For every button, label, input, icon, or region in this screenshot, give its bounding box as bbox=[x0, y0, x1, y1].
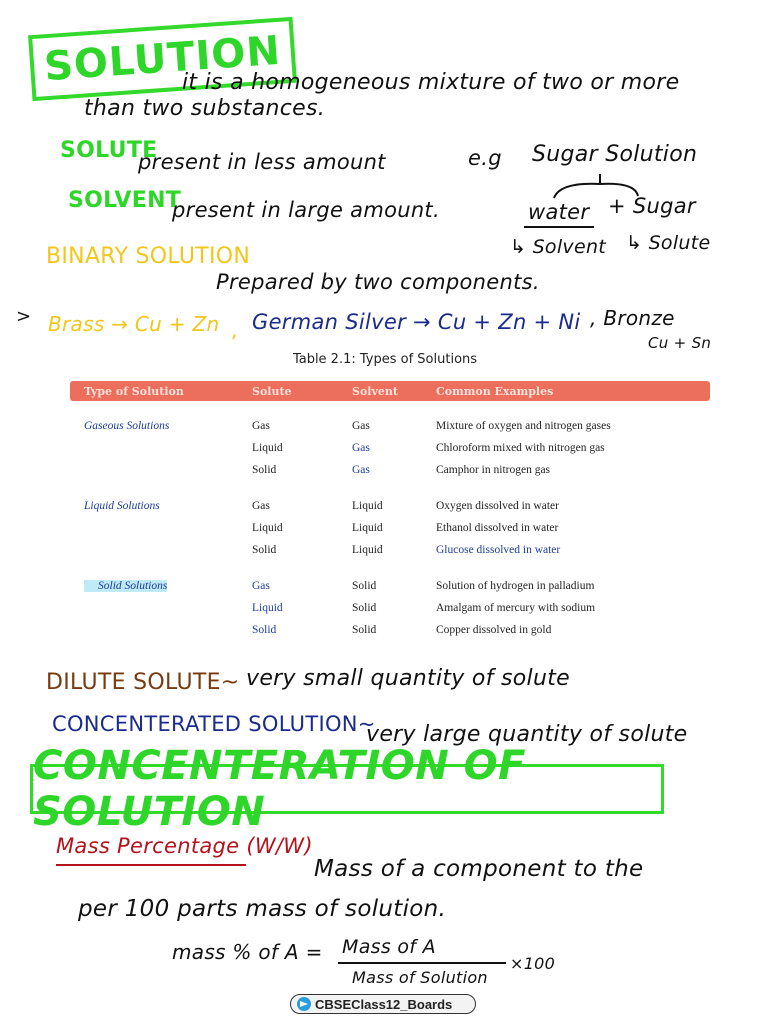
cell-solvent: Gas bbox=[352, 464, 370, 476]
mass-percentage-definition-2: per 100 parts mass of solution. bbox=[78, 896, 447, 922]
comma-mark: , bbox=[232, 318, 239, 342]
header-solute: Solute bbox=[252, 384, 292, 398]
table-caption: Table 2.1: Types of Solutions bbox=[292, 352, 478, 367]
cell-solvent: Liquid bbox=[352, 544, 383, 556]
cell-solute: Gas bbox=[252, 580, 270, 592]
watermark-text: CBSEClass12_Boards bbox=[315, 996, 453, 1012]
concentration-heading: CONCENTERATION OF SOLUTION bbox=[30, 764, 664, 814]
cell-example: Amalgam of mercury with sodium bbox=[436, 602, 596, 614]
channel-watermark bbox=[290, 994, 476, 1014]
cell-solvent: Liquid bbox=[352, 500, 383, 512]
cell-solute: Liquid bbox=[252, 602, 283, 614]
solvent-definition: present in large amount. bbox=[172, 198, 440, 222]
brass-example: Brass → Cu + Zn bbox=[48, 312, 220, 336]
solution-definition-line-2: than two substances. bbox=[84, 96, 326, 121]
cell-solute: Gas bbox=[252, 420, 270, 432]
solution-heading: SOLUTION bbox=[28, 17, 297, 101]
binary-solution-definition: Prepared by two components. bbox=[216, 270, 540, 294]
group-type: Solid Solutions bbox=[70, 580, 238, 592]
cell-solvent: Gas bbox=[352, 442, 370, 454]
cell-example: Glucose dissolved in water bbox=[436, 544, 561, 556]
mass-percentage-label: Mass Percentage (W/W) bbox=[56, 834, 313, 858]
table-row bbox=[70, 575, 710, 597]
concentrated-solution-definition: very large quantity of solute bbox=[366, 722, 688, 747]
cell-solvent: Solid bbox=[352, 624, 377, 636]
telegram-icon bbox=[297, 997, 311, 1011]
table-group-liquid bbox=[70, 495, 710, 561]
mass-percentage-definition-1: Mass of a component to the bbox=[314, 856, 644, 882]
cell-solvent: Solid bbox=[352, 602, 377, 614]
types-of-solutions-table bbox=[70, 352, 710, 641]
formula-denominator: Mass of Solution bbox=[352, 968, 488, 987]
table-group-solid bbox=[70, 575, 710, 641]
cell-solute: Liquid bbox=[252, 442, 283, 454]
cell-example: Oxygen dissolved in water bbox=[436, 500, 559, 512]
table-row bbox=[70, 619, 710, 641]
solution-definition-line-1: it is a homogeneous mixture of two or more bbox=[182, 70, 680, 95]
bronze-composition: Cu + Sn bbox=[648, 334, 712, 352]
table-row bbox=[70, 459, 710, 481]
binary-solution-label: BINARY SOLUTION bbox=[46, 244, 251, 269]
cell-example: Chloroform mixed with nitrogen gas bbox=[436, 442, 605, 454]
table-row bbox=[70, 597, 710, 619]
cell-solute: Solid bbox=[252, 544, 277, 556]
table-row bbox=[70, 495, 710, 517]
formula-lhs: mass % of A = bbox=[172, 940, 323, 964]
cell-solute: Liquid bbox=[252, 522, 283, 534]
solvent-label: SOLVENT bbox=[68, 188, 182, 213]
cell-solvent: Solid bbox=[352, 580, 377, 592]
bronze-example: , Bronze bbox=[590, 306, 675, 330]
solute-label: SOLUTE bbox=[60, 138, 158, 163]
dilute-solution-label: DILUTE SOLUTE~ bbox=[46, 670, 240, 695]
sugar-label: + Sugar bbox=[608, 194, 696, 218]
cell-example: Ethanol dissolved in water bbox=[436, 522, 559, 534]
cell-example: Camphor in nitrogen gas bbox=[436, 464, 551, 476]
header-examples: Common Examples bbox=[436, 384, 554, 398]
table-group-gaseous bbox=[70, 415, 710, 481]
arrow-mark: > bbox=[16, 306, 32, 327]
table-row bbox=[70, 517, 710, 539]
solute-tag: ↳ Solute bbox=[626, 232, 711, 254]
header-type: Type of Solution bbox=[84, 384, 184, 398]
example-prefix: e.g bbox=[468, 146, 502, 170]
group-type: Gaseous Solutions bbox=[84, 420, 170, 432]
cell-solute: Solid bbox=[252, 464, 277, 476]
cell-solute: Solid bbox=[252, 624, 277, 636]
example-text: Sugar Solution bbox=[532, 142, 698, 167]
german-silver-example: German Silver → Cu + Zn + Ni bbox=[252, 310, 581, 334]
table-row bbox=[70, 437, 710, 459]
dilute-solution-definition: very small quantity of solute bbox=[246, 666, 570, 691]
table-header bbox=[70, 381, 710, 401]
water-label: water bbox=[528, 200, 590, 224]
cell-solvent: Gas bbox=[352, 420, 370, 432]
solute-definition: present in less amount bbox=[138, 150, 386, 174]
solvent-tag: ↳ Solvent bbox=[510, 236, 607, 258]
concentrated-solution-label: CONCENTERATED SOLUTION~ bbox=[52, 712, 376, 736]
cell-solute: Gas bbox=[252, 500, 270, 512]
cell-example: Mixture of oxygen and nitrogen gases bbox=[436, 420, 611, 432]
table-row bbox=[70, 415, 710, 437]
header-solvent: Solvent bbox=[352, 384, 398, 398]
cell-example: Solution of hydrogen in palladium bbox=[436, 580, 595, 592]
group-type: Liquid Solutions bbox=[84, 500, 160, 512]
table-row bbox=[70, 539, 710, 561]
cell-solvent: Liquid bbox=[352, 522, 383, 534]
cell-example: Copper dissolved in gold bbox=[436, 624, 552, 636]
formula-numerator: Mass of A bbox=[342, 936, 436, 958]
formula-multiplier: ×100 bbox=[510, 954, 556, 973]
